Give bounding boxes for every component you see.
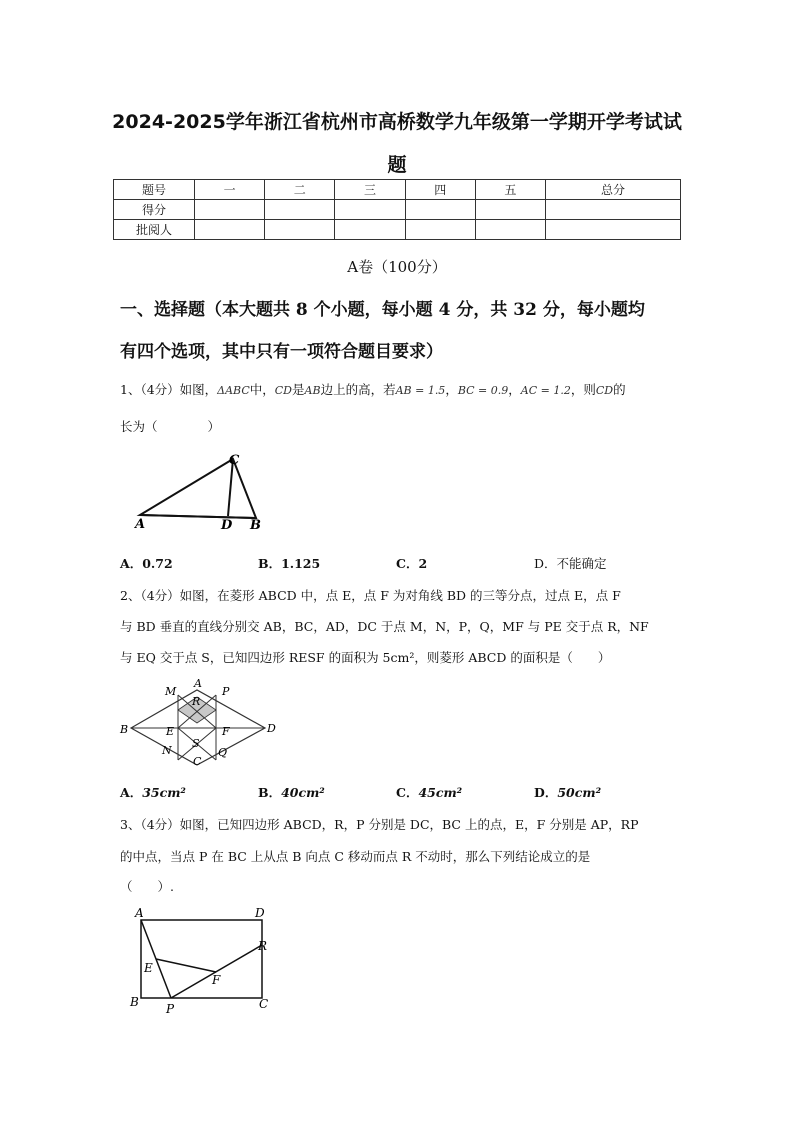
option-letter: C． [396,785,419,800]
section-heading-line2: 有四个选项，其中只有一项符合题目要求） [120,342,443,362]
option-letter: A． [120,785,143,800]
q3-quadrilateral-figure [124,900,284,1020]
q2-option-b[interactable] [258,783,325,801]
q1-text: 是 [292,382,305,397]
option-value: 40cm² [281,785,325,800]
label-n: N [162,744,172,757]
q1-text: 的 [613,382,626,397]
table-cell[interactable] [546,220,681,240]
question-2-line3: 与 EQ 交于点 S，已知四边形 RESF 的面积为 5cm²，则菱形 ABCD 的面积是（ ） [120,650,611,665]
label-r: R [192,695,201,708]
table-cell[interactable] [265,220,335,240]
label-p: P [222,685,230,698]
q1-math-eq1: AB = 1.5 [395,384,446,397]
q1-option-b[interactable]: B．1.125 [258,556,321,571]
table-cell[interactable] [335,200,405,220]
table-row-label: 得分 [114,200,195,220]
q2-option-c[interactable] [396,783,462,801]
label-s: S [192,737,200,750]
question-2-line1: 2、（4分）如图，在菱形 ABCD 中，点 E，点 F 为对角线 BD 的三等分点，过点 E，点 F [120,588,621,603]
table-row-label: 批阅人 [114,220,195,240]
label-a: A [135,906,144,920]
option-value: 50cm² [557,785,602,800]
question-3-line2: 的中点，当点 P 在 BC 上从点 B 向点 C 移动而点 R 不动时，那么下列结论成立的是 [120,849,591,864]
page-title: 2024-2025学年浙江省杭州市高桥数学九年级第一学期开学考试试 [112,111,682,133]
table-cell[interactable] [405,220,475,240]
option-value: 45cm² [418,785,463,800]
segment-pr [171,945,262,998]
question-2-line2: 与 BD 垂直的直线分别交 AB，BC，AD，DC 于点 M，N，P，Q，MF 与 PE 交于点 R，NF [120,619,649,634]
q1-math-ab: AB [304,384,321,397]
q2-rhombus-figure [118,672,288,772]
table-header-cell: 二 [265,180,335,200]
label-d: D [221,518,233,533]
table-cell[interactable] [475,200,545,220]
q1-math-eq2: BC = 0.9 [457,384,509,397]
q2-option-a[interactable] [120,783,186,801]
table-cell[interactable] [195,220,265,240]
q2-option-d[interactable] [534,783,601,801]
label-e: E [144,961,153,975]
q1-text: ， [508,382,521,397]
q1-option-d[interactable]: D．不能确定 [534,556,607,571]
q1-text: 1、（4分）如图， [120,382,218,397]
table-row [114,220,681,240]
label-e: E [166,725,175,738]
table-header-cell: 四 [405,180,475,200]
question-1-line2: 长为（ ） [120,419,221,434]
label-c: C [229,453,240,468]
score-table [113,179,681,240]
label-f: F [212,973,221,987]
q1-triangle-figure [130,448,280,533]
label-d: D [267,722,276,735]
q1-option-c[interactable]: C．2 [396,556,428,571]
table-header-cell: 题号 [114,180,195,200]
q1-math-cd: CD [274,384,293,397]
table-header-cell: 五 [475,180,545,200]
section-heading-line1: 一、选择题（本大题共 8 个小题，每小题 4 分，共 32 分，每小题均 [120,300,645,320]
table-header-cell: 总分 [546,180,681,200]
segment-ef [156,959,216,972]
question-3-line1: 3、（4分）如图，已知四边形 ABCD，R，P 分别是 DC，BC 上的点，E，F 分别是 AP，RP [120,817,639,832]
volume-label: A卷（100分） [347,258,447,276]
table-cell[interactable] [335,220,405,240]
table-cell[interactable] [546,200,681,220]
label-c: C [259,997,269,1011]
q1-text: 中， [249,382,275,397]
label-a: A [194,677,202,690]
label-c: C [193,755,202,768]
page-title-continued: 题 [387,154,407,176]
label-b: B [250,518,261,533]
table-header-cell: 三 [335,180,405,200]
table-header-cell: 一 [195,180,265,200]
option-letter: B． [258,785,282,800]
table-cell[interactable] [265,200,335,220]
table-row [114,180,681,200]
q1-text: 边上的高，若 [320,382,396,397]
label-r: R [258,939,268,953]
q1-option-a[interactable]: A．0.72 [120,556,173,571]
side-ab [140,515,256,518]
table-cell[interactable] [195,200,265,220]
q1-math-triangle: ΔABC [217,384,250,397]
label-b: B [130,995,139,1009]
question-1-line1 [120,380,626,398]
label-d: D [255,906,265,920]
table-cell[interactable] [475,220,545,240]
question-3-line3: （ ）. [120,879,174,894]
label-q: Q [218,746,228,759]
table-cell[interactable] [405,200,475,220]
q1-math-cd2: CD [595,384,614,397]
label-b: B [120,723,129,736]
label-a: A [135,517,146,532]
table-row [114,200,681,220]
label-p: P [166,1002,175,1016]
option-letter: D． [534,785,558,800]
label-m: M [165,685,177,698]
option-value: 35cm² [142,785,186,800]
q1-text: ， [445,382,458,397]
label-f: F [222,725,230,738]
q1-math-eq3: AC = 1.2 [520,384,571,397]
q1-text: ，则 [570,382,596,397]
